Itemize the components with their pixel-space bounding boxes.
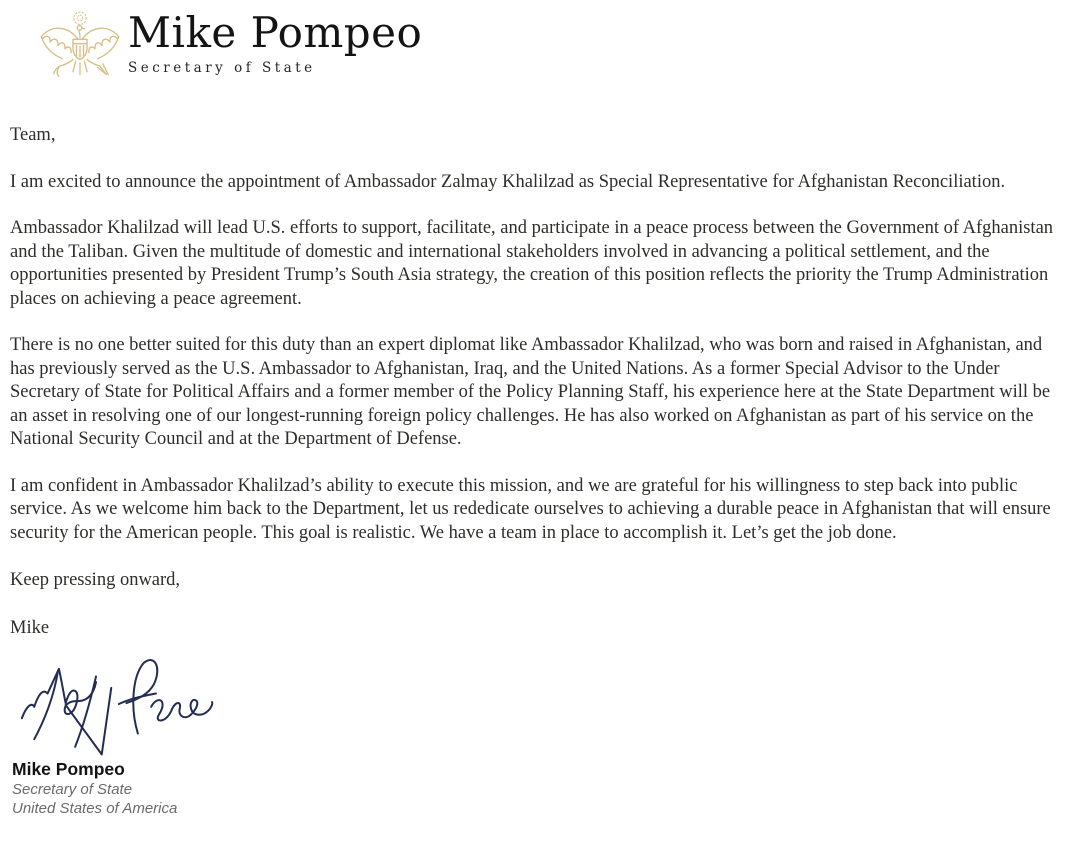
signature-block xyxy=(12,758,1073,818)
paragraph-3: There is no one better suited for this duty than an expert diplomat like Ambassador Khalilzad, who was born and raised in Afghanistan, and has previously served as the U.S. Ambassador to Afghanistan, Iraq, and the United Nations. As a former Special Advisor to the Under Secretary of State for Political Affairs and a former member of the Policy Planning Staff, his experience here at the State Department will be an asset in resolving one of our longest-running foreign policy challenges. He has also worked on Afghanistan as part of his service on the National Security Council and at the Department of Defense. xyxy=(10,335,1051,449)
letterhead xyxy=(0,0,1073,94)
us-great-seal-icon xyxy=(36,8,124,95)
salutation: Team, xyxy=(10,125,56,145)
closing-line: Keep pressing onward, xyxy=(10,570,181,590)
letterhead-text xyxy=(128,8,422,76)
signature-block-country: United States of America xyxy=(12,800,178,817)
letter-body xyxy=(0,94,1073,640)
paragraph-1: I am excited to announce the appointment of Ambassador Zalmay Khalilzad as Special Representative for Afghanistan Reconciliation. xyxy=(10,171,1006,192)
paragraph-4: I am confident in Ambassador Khalilzad’s ability to execute this mission, and we are grateful for his willingness to step back into public service. As we welcome him back to the Department, let us rededicate ourselves to achieving a durable peace in Afghanistan that will ensure security for the American people. This goal is realistic. We have a team in place to accomplish it. Let’s get the job done. xyxy=(10,475,1051,543)
letterhead-name: Mike Pompeo xyxy=(128,8,423,57)
mike-pompeo-signature-icon xyxy=(0,646,1073,762)
signature-block-title: Secretary of State xyxy=(12,781,133,798)
signature-block-name: Mike Pompeo xyxy=(12,759,125,779)
letterhead-title: Secretary of State xyxy=(128,60,316,76)
signoff-name: Mike xyxy=(10,617,50,638)
paragraph-2: Ambassador Khalilzad will lead U.S. efforts to support, facilitate, and participate in a peace process between the Government of Afghanistan and the Taliban. Given the multitude of domestic and international stakeholders involved in advancing a political settlement, and the opportunities presented by President Trump’s South Asia strategy, the creation of this position reflects the priority the Trump Administration places on achieving a peace agreement. xyxy=(10,218,1054,309)
